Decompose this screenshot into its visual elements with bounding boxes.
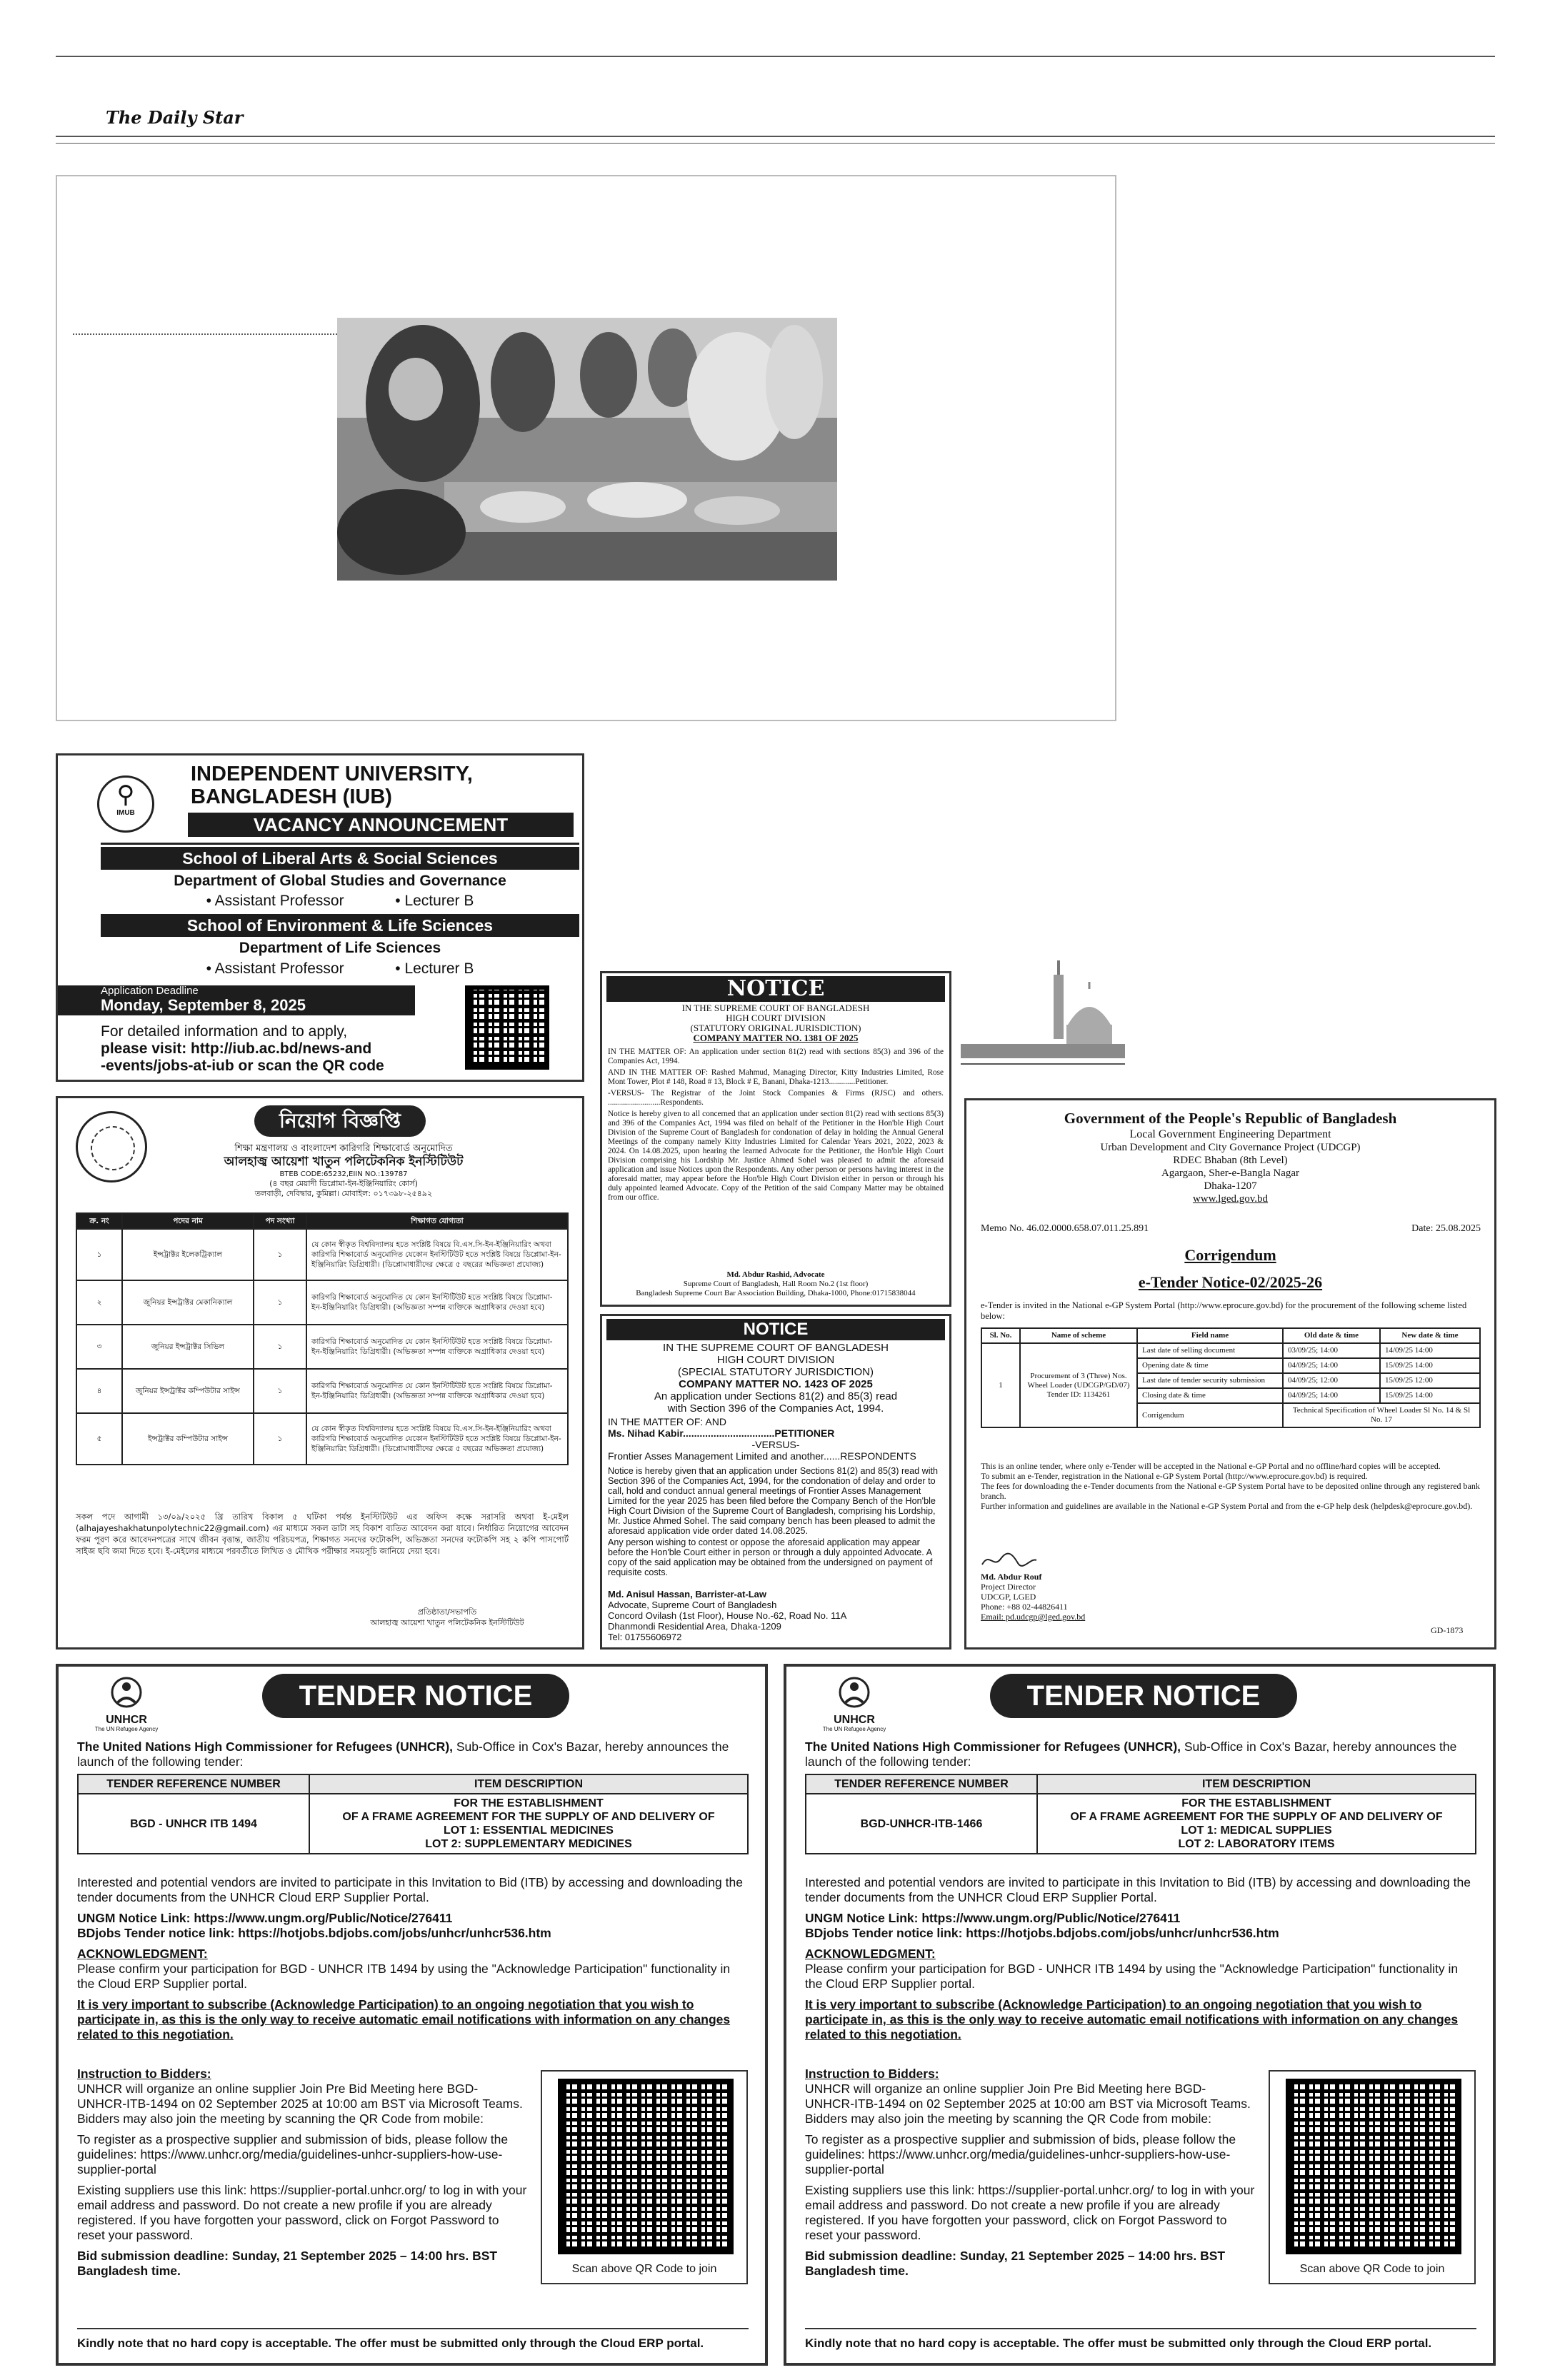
unhcr-logo-sub: The UN Refugee Agency	[94, 1726, 159, 1732]
tender-th1: TENDER REFERENCE NUMBER	[806, 1774, 1037, 1794]
niyog-cell: ৫	[76, 1413, 122, 1465]
iub-post1-a: • Assistant Professor	[206, 893, 344, 909]
notice2-l3: (SPECIAL STATUTORY JURISDICTION)	[678, 1366, 874, 1378]
niyog-cell: ১	[254, 1325, 306, 1369]
tender-intro-rest-right: Sub-Office in Cox's Bazar, hereby announces the launch of the following tender:	[805, 1739, 1457, 1769]
tender-th1: TENDER REFERENCE NUMBER	[78, 1774, 309, 1794]
tender-ref-right: BGD-UNHCR-ITB-1466	[806, 1794, 1037, 1854]
iub-name-line2: BANGLADESH (IUB)	[191, 785, 392, 808]
tender-qr-code-right[interactable]	[1286, 2079, 1461, 2254]
iub-logo-text: IMUB	[116, 809, 135, 817]
lged-cell: Last date of tender security submission	[1137, 1373, 1283, 1388]
lged-corrigendum	[964, 1098, 1496, 1650]
table-row	[76, 1413, 568, 1465]
niyog-cell: ২	[76, 1280, 122, 1325]
tender-intro-b-right: The United Nations High Commissioner for Refugees (UNHCR),	[805, 1739, 1181, 1754]
notice2-s3: Concord Ovilash (1st Floor), House No.-62, Road No. 11A	[608, 1610, 847, 1621]
lged-table	[981, 1327, 1481, 1428]
unhcr-logo-sub: The UN Refugee Agency	[822, 1726, 886, 1732]
lged-header	[966, 1109, 1494, 1205]
niyog-cell: যে কোন স্বীকৃত বিশ্ববিদ্যালয় হতে সংশ্লিষ্ট বিষয়ে বি.এস.সি-ইন-ইঞ্জিনিয়ারিং অথবা কারিগরি শিক্ষাবোর্ড অনুমোদিত যেকোন ইনস্টিটিউট হতে সংশ্লিষ্ট বিষয়ে ডিপ্লোমা-ইন-ইঞ্জিনিয়ারিং ডিগ্রিধারী। (ডিপ্লোমাধারীদের ক্ষেত্রে ৫ বছরের অভিজ্ঞতা প্রযোজ্য)	[306, 1229, 568, 1280]
niyog-sub2: BTEB CODE:65232,EIIN NO.:139787	[279, 1170, 408, 1178]
tender-th2: ITEM DESCRIPTION	[1037, 1774, 1476, 1794]
table-row	[76, 1280, 568, 1325]
lged-cell: 15/09/25 14:00	[1380, 1358, 1480, 1373]
lged-th: Sl. No.	[981, 1328, 1020, 1343]
iub-info-line3: -events/jobs-at-iub or scan the QR code	[101, 1058, 384, 1074]
tender-qr-code-left[interactable]	[558, 2079, 734, 2254]
niyog-cell: যে কোন স্বীকৃত বিশ্ববিদ্যালয় হতে সংশ্লিষ্ট বিষয়ে বি.এস.সি-ইন-ইঞ্জিনিয়ারিং অথবা কারিগরি শিক্ষাবোর্ড অনুমোদিত যেকোন ইনস্টিটিউট হতে সংশ্লিষ্ট বিষয়ে ডিপ্লোমা-ইন-ইঞ্জিনিয়ারিং ডিগ্রিধারী। (ডিপ্লোমাধারীদের ক্ষেত্রে ৫ বছরের অভিজ্ঞতা প্রযোজ্য)	[306, 1413, 568, 1465]
notice2-l8: Ms. Nihad Kabir.................................PETITIONER	[608, 1427, 835, 1439]
niyog-signature	[329, 1607, 565, 1628]
feature-box	[56, 175, 1116, 721]
notice2-body	[608, 1466, 944, 1577]
notice2-l1: IN THE SUPREME COURT OF BANGLADESH	[663, 1342, 889, 1354]
tender-desc-right	[1037, 1794, 1476, 1854]
iub-post2-b: • Lecturer B	[395, 960, 474, 977]
tender-imp-right: It is very important to subscribe (Acknowledge Participation) to an ongoing negotiation that you wish to participate in, as this is the only way to receive automatic email notifications with information on any changes related to this negotiation.	[805, 1997, 1459, 2042]
tender-desc3: LOT 1: MEDICAL SUPPLIES	[1181, 1824, 1332, 1837]
tender-ack-left: Please confirm your participation for BGD - UNHCR ITB 1494 by using the "Acknowledge Participation" functionality in the Cloud ERP Supplier portal.	[77, 1962, 731, 1991]
iub-name-line1: INDEPENDENT UNIVERSITY,	[191, 763, 473, 785]
tender-imp-left: It is very important to subscribe (Acknowledge Participation) to an ongoing negotiation that you wish to participate in, as this is the only way to receive automatic email notifications with information on any changes related to this negotiation.	[77, 1997, 731, 2042]
institute-logo-ring	[91, 1126, 135, 1170]
lged-l6[interactable]: www.lged.gov.bd	[1192, 1193, 1269, 1205]
niyog-sub1: শিক্ষা মন্ত্রণালয় ও বাংলাদেশ কারিগরি শিক্ষাবোর্ড অনুমোদিত	[234, 1143, 453, 1154]
tender-body-right	[805, 1875, 1476, 2048]
lged-l2: Urban Development and City Governance Project (UDCGP)	[1100, 1142, 1361, 1153]
tender-instr-left	[77, 2067, 527, 2284]
tender-ack-h-left: ACKNOWLEDGMENT:	[77, 1947, 208, 1961]
tender-ack-right: Please confirm your participation for BGD - UNHCR ITB 1494 by using the "Acknowledge Participation" functionality in the Cloud ERP Supplier portal.	[805, 1962, 1459, 1991]
iub-banner: VACANCY ANNOUNCEMENT	[188, 813, 574, 837]
tender-desc1: FOR THE ESTABLISHMENT	[1181, 1797, 1331, 1809]
lged-cell: 04/09/25; 12:00	[1283, 1373, 1380, 1388]
tender-desc1: FOR THE ESTABLISHMENT	[454, 1797, 604, 1809]
institute-logo	[76, 1111, 147, 1183]
iub-info	[101, 1023, 384, 1075]
notice2-l10: Frontier Asses Management Limited and another......RESPONDENTS	[608, 1450, 916, 1462]
notice2-signature	[608, 1589, 944, 1642]
lged-cell: Opening date & time	[1137, 1358, 1283, 1373]
lged-l5: Dhaka-1207	[1204, 1180, 1257, 1192]
niyog-cell: ১	[76, 1229, 122, 1280]
iub-dept2: Department of Life Sciences	[239, 940, 441, 956]
tender-desc3: LOT 1: ESSENTIAL MEDICINES	[444, 1824, 614, 1837]
tender-table-head	[78, 1774, 748, 1794]
photo-crowd-illustration	[337, 318, 837, 581]
niyog-cell: ৪	[76, 1369, 122, 1413]
niyog-footer: সকল পদে আগামী ১৩/০৯/২০২৫ খ্রি তারিখ বিকাল ৫ ঘটিকা পর্যন্ত ইনস্টিটিউট এর অফিস কক্ষে সরাসরি অথবা ই-মেইল (alhajayeshakhatunpolytechnic22@gmail.com) এর মাধ্যমে সকল ডাটা সহ বিকাশ ব্যতিত আবেদন করা যাবে। নির্ধারিত নিয়োগের আবেদন ফরম পূরণ করে আবেদনপত্রের সাথে জীবন বৃত্তান্ত, জাতীয় পরিচয়পত্র, শিক্ষাগত সনদের ফটোকপি, অভিজ্ঞতা সনদের ফটোকপি সহ ২ কপি পাসপোর্ট সাইজ ছবি জমা দিতে হবে। ই-মেইলের মাধ্যমে পরবর্তীতে লিখিত ও মৌখিক পরীক্ষার সময়সূচি জানিয়ে দেয়া হবে।	[76, 1512, 569, 1556]
tender-desc4: LOT 2: SUPPLEMENTARY MEDICINES	[425, 1838, 632, 1850]
unhcr-tender-right	[784, 1664, 1496, 2366]
tender-table-left	[77, 1774, 749, 1854]
niyog-sign2: আলহাজ্ব আয়েশা খাতুন পলিটেকনিক ইনস্টিটিউট	[370, 1618, 524, 1627]
niyog-cell: ইন্সট্রাক্টর কম্পিউটার সাইন্স	[122, 1413, 254, 1465]
iub-info-line1: For detailed information and to apply,	[101, 1023, 348, 1040]
notice2-l9: -VERSUS-	[751, 1439, 800, 1450]
tender-table-right	[805, 1774, 1476, 1854]
notice1-l2: HIGH COURT DIVISION	[726, 1013, 826, 1023]
lged-date: Date: 25.08.2025	[1411, 1223, 1481, 1234]
notice2-parties	[608, 1416, 944, 1462]
tender-desc2: OF A FRAME AGREEMENT FOR THE SUPPLY OF AND DELIVERY OF	[342, 1811, 715, 1823]
unhcr-logo-text: UNHCR	[834, 1714, 875, 1726]
iub-deadline-band	[58, 985, 415, 1015]
lged-sig-org: UDCGP, LGED	[981, 1592, 1036, 1602]
tender-desc4: LOT 2: LABORATORY ITEMS	[1178, 1838, 1335, 1850]
tender-body-left	[77, 1875, 749, 2048]
lged-sig-email[interactable]: Email: pd.udcgp@lged.gov.bd	[981, 1612, 1086, 1622]
iub-divider	[101, 843, 579, 845]
lged-th: Name of scheme	[1020, 1328, 1137, 1343]
notice-frontier	[600, 1314, 951, 1650]
niyog-cell: কারিগরি শিক্ষাবোর্ড অনুমোদিত যে কোন ইনস্টিটিউট হতে সংশ্লিষ্ট বিষয়ে ডিপ্লোমা-ইন-ইঞ্জিনিয়ারিং ডিগ্রিধারী। (অভিজ্ঞতা সম্পন্ন ব্যক্তিকে অগ্রাধিকার দেওয়া হবে)	[306, 1325, 568, 1369]
unhcr-logo-right	[815, 1674, 894, 1733]
unhcr-logo-text: UNHCR	[106, 1714, 147, 1726]
iub-school2: School of Environment & Life Sciences	[101, 914, 579, 937]
lged-cell: 15/09/25 12:00	[1380, 1373, 1480, 1388]
tender-inst-h-right: Instruction to Bidders:	[805, 2067, 939, 2081]
tender-inst-left: UNHCR will organize an online supplier Join Pre Bid Meeting here BGD-UNHCR-ITB-1494 on 02 September 2025 at 10:00 am BST via Microsoft Teams. Bidders may also join the meeting by scanning the QR Code from mobile:	[77, 2082, 523, 2126]
niyog-th-sl: ক্র. নং	[76, 1213, 122, 1229]
niyog-cell: ১	[254, 1229, 306, 1280]
lged-intro: e-Tender is invited in the National e-GP System Portal (http://www.eprocure.gov.bd) for the procurement of the following scheme listed below:	[981, 1300, 1467, 1321]
notice1-p3: -VERSUS- The Registrar of the Joint Stock Companies & Firms (RJSC) and others. ..........................Respondents.	[608, 1089, 944, 1107]
notice1-signature	[608, 1270, 944, 1298]
tender-bdjobs-left[interactable]: BDjobs Tender notice link: https://hotjobs.bdjobs.com/jobs/unhcr/unhcr536.htm	[77, 1926, 551, 1940]
notice1-head	[606, 1003, 945, 1043]
lged-memo: Memo No. 46.02.0000.658.07.011.25.891	[981, 1223, 1149, 1234]
tender-exist-right: Existing suppliers use this link: https://supplier-portal.unhcr.org/ to log in with your email address and password. Do not create a new profile if you are already registered. If you have forgotten your password, click on Forgot Password to reset your password.	[805, 2183, 1255, 2242]
notice2-l4: COMPANY MATTER NO. 1423 OF 2025	[679, 1378, 873, 1390]
niyog-cell: জুনিয়র ইন্সট্রাক্টর সিভিল	[122, 1325, 254, 1369]
tender-exist-left: Existing suppliers use this link: https://supplier-portal.unhcr.org/ to log in with your email address and password. Do not create a new profile if you are already registered. If you have forgotten your password, click on Forgot Password to reset your password.	[77, 2183, 527, 2242]
tender-footer-left: Kindly note that no hard copy is acceptable. The offer must be submitted only through the Cloud ERP portal.	[77, 2336, 704, 2350]
iub-deadline-label: Application Deadline	[101, 985, 199, 997]
masthead-rule-1	[56, 136, 1495, 137]
unhcr-logo-left	[87, 1674, 166, 1733]
notice1-sign2: Supreme Court of Bangladesh, Hall Room No.2 (1st floor)	[683, 1280, 869, 1288]
tender-desc2: OF A FRAME AGREEMENT FOR THE SUPPLY OF AND DELIVERY OF	[1070, 1811, 1443, 1823]
niyog-sign1: প্রতিষ্ঠাতা/সভাপতি	[417, 1607, 477, 1617]
iub-qr-code[interactable]	[465, 985, 549, 1070]
lged-cell: 04/09/25; 14:00	[1283, 1358, 1380, 1373]
tender-intro-rest-left: Sub-Office in Cox's Bazar, hereby announces the launch of the following tender:	[77, 1739, 729, 1769]
notice1-body	[608, 1048, 944, 1205]
niyog-th-count: পদ সংখ্যা	[254, 1213, 306, 1229]
niyog-cell: ১	[254, 1413, 306, 1465]
notice1-sign3: Bangladesh Supreme Court Bar Association Building, Dhaka-1000, Phone:01715838044	[636, 1289, 916, 1297]
iub-dept1: Department of Global Studies and Governance	[174, 873, 506, 889]
tender-intro-b-left: The United Nations High Commissioner for Refugees (UNHCR),	[77, 1739, 454, 1754]
mosque-graphic-box	[954, 957, 1132, 1085]
lged-scheme: Procurement of 3 (Three) Nos. Wheel Loader (UDCGP/GD/07) Tender ID: 1134261	[1020, 1343, 1137, 1427]
notice1-l4: COMPANY MATTER NO. 1381 OF 2025	[693, 1033, 859, 1043]
lged-signatory	[981, 1572, 1085, 1622]
iub-post2-a: • Assistant Professor	[206, 960, 344, 977]
signature-icon	[981, 1550, 1038, 1570]
tender-table-head	[806, 1774, 1476, 1794]
lged-code: GD-1873	[1431, 1625, 1464, 1635]
notice2-s1: Md. Anisul Hassan, Barrister-at-Law	[608, 1589, 767, 1600]
notice1-l1: IN THE SUPREME COURT OF BANGLADESH	[681, 1003, 870, 1013]
iub-vacancy-ad	[56, 753, 584, 1082]
tender-inst-right: UNHCR will organize an online supplier Join Pre Bid Meeting here BGD-UNHCR-ITB-1494 on 02 September 2025 at 10:00 am BST via Microsoft Teams. Bidders may also join the meeting by scanning the QR Code from mobile:	[805, 2082, 1251, 2126]
niyog-cell: কারিগরি শিক্ষাবোর্ড অনুমোদিত যে কোন ইনস্টিটিউট হতে সংশ্লিষ্ট বিষয়ে ডিপ্লোমা-ইন-ইঞ্জিনিয়ারিং ডিগ্রিধারী। (অভিজ্ঞতা সম্পন্ন ব্যক্তিকে অগ্রাধিকার দেওয়া হবে)	[306, 1369, 568, 1413]
mosque-icon	[954, 957, 1132, 1085]
niyog-sub4: তলবাড়ী, দেবিদ্বার, কুমিল্লা। মোবাইল: ০১৭৩৯৮-২৫৪৯২	[254, 1189, 433, 1198]
tender-desc-left	[309, 1794, 748, 1854]
notice-kitty	[600, 971, 951, 1307]
lged-l4: Agargaon, Sher-e-Bangla Nagar	[1161, 1168, 1300, 1179]
iub-logo	[97, 775, 154, 833]
iub-school1: School of Liberal Arts & Social Sciences	[101, 847, 579, 870]
lged-corr: Corrigendum	[1184, 1246, 1276, 1264]
notice2-l2: HIGH COURT DIVISION	[716, 1354, 835, 1366]
iub-posts1	[101, 891, 579, 911]
lged-sig-phone: Phone: +88 02-44826411	[981, 1602, 1068, 1612]
tender-title-right: TENDER NOTICE	[990, 1674, 1297, 1718]
niyog-sub3: (৪ বছর মেয়াদী ডিপ্লোমা-ইন-ইঞ্জিনিয়ারিং কোর্স)	[269, 1179, 418, 1188]
notice1-p4: Notice is hereby given to all concerned that an application under section 81(2) read with sections 85(3) and 396 of the Companies Act, 1994 was filed on behalf of the Petitioner in the Hon'ble High Court Division of the Supreme Court of Bangladesh for condonation of delay in holding the Annual General Meetings of the company namely Kitty Industries Limited for Calendar Years 2021, 2022, 2023 & 2024. On 14.08.2025, upon hearing the learned Advocate for the Petitioner, the Hon'ble High Court Division comprising his Lordship Mr. Justice Ahmed Sohel was pleased to admit the aforesaid application and issue Notices upon the Respondents. Any other person or persons having interest in the aforesaid matter, may appear before the Hon'ble High Court Division either in person or through his duly appointed learned Advocate. Copy of the Petition of the said Company Matter may be obtained from our office.	[608, 1110, 944, 1202]
tender-qr-caption-right: Scan above QR Code to join	[1299, 2263, 1445, 2275]
tender-reg-left: To register as a prospective supplier and submission of bids, please follow the guidelines: https://www.unhcr.org/media/guidelines-unhcr-suppliers-how-use-supplier-portal	[77, 2132, 509, 2176]
table-row	[981, 1343, 1480, 1358]
niyog-table	[76, 1212, 569, 1465]
tender-inst-h-left: Instruction to Bidders:	[77, 2067, 211, 2081]
notice1-p1: IN THE MATTER OF: An application under section 81(2) read with sections 85(3) and 396 of the Companies Act, 1994.	[608, 1048, 944, 1065]
tender-reg-right: To register as a prospective supplier and submission of bids, please follow the guidelines: https://www.unhcr.org/media/guidelines-unhcr-suppliers-how-use-supplier-portal	[805, 2132, 1236, 2176]
niyog-th-qual: শিক্ষাগত যোগ্যতা	[306, 1213, 568, 1229]
unhcr-tender-left	[56, 1664, 768, 2366]
niyog-ad	[56, 1096, 584, 1650]
notice1-title: NOTICE	[606, 976, 945, 1002]
table-row	[76, 1325, 568, 1369]
lged-p3: The fees for downloading the e-Tender documents from the National e-GP System Portal have to be deposited online through any registered bank branch.	[981, 1481, 1480, 1501]
tender-qr-caption-left: Scan above QR Code to join	[571, 2263, 717, 2275]
unhcr-emblem-icon	[833, 1674, 876, 1711]
lged-tender: e-Tender Notice-02/2025-26	[1138, 1273, 1323, 1291]
niyog-header	[151, 1143, 536, 1199]
lged-sig-title: Project Director	[981, 1582, 1036, 1592]
notice1-l3: (STATUTORY ORIGINAL JURISDICTION)	[690, 1023, 861, 1033]
niyog-table-head	[76, 1213, 568, 1229]
mosque-gray-band	[961, 1044, 1125, 1058]
tender-intro-left	[77, 1739, 749, 1769]
iub-posts2	[101, 959, 579, 979]
lged-title: Government of the People's Republic of Bangladesh	[1064, 1110, 1397, 1127]
table-row	[76, 1369, 568, 1413]
caption-dotted-rule	[73, 333, 337, 335]
tender-ungm-left[interactable]: UNGM Notice Link: https://www.ungm.org/Public/Notice/276411	[77, 1911, 453, 1925]
top-rule	[56, 56, 1495, 57]
notice2-l5: An application under Sections 81(2) and 85(3) read	[654, 1390, 898, 1402]
tender-th2: ITEM DESCRIPTION	[309, 1774, 748, 1794]
lged-th: Old date & time	[1283, 1328, 1380, 1343]
lged-th: Field name	[1137, 1328, 1283, 1343]
tender-footer-rule-right	[805, 2328, 1476, 2329]
lged-l1: Local Government Engineering Department	[1129, 1128, 1331, 1140]
tender-deadline-right: Bid submission deadline: Sunday, 21 September 2025 – 14:00 hrs. BST Bangladesh time.	[805, 2249, 1226, 2278]
unhcr-emblem-icon	[105, 1674, 148, 1711]
lged-sl: 1	[981, 1343, 1020, 1427]
tender-qr-box-right	[1269, 2070, 1476, 2284]
tender-deadline-left: Bid submission deadline: Sunday, 21 September 2025 – 14:00 hrs. BST Bangladesh time.	[77, 2249, 498, 2278]
notice2-title: NOTICE	[606, 1319, 945, 1340]
lged-cell: 15/09/25 14:00	[1380, 1388, 1480, 1403]
niyog-cell: কারিগরি শিক্ষাবোর্ড অনুমোদিত যে কোন ইনস্টিটিউট হতে সংশ্লিষ্ট বিষয়ে ডিপ্লোমা-ইন-ইঞ্জিনিয়ারিং ডিগ্রিধারী। (অভিজ্ঞতা সম্পন্ন ব্যক্তিকে অগ্রাধিকার দেওয়া হবে)	[306, 1280, 568, 1325]
notice2-p1: Notice is hereby given that an application under Sections 81(2) and 85(3) read with Section 396 of the Companies Act, 1994, for the condonation of delay and order to call, hold and conduct annual general meetings of Frontier Asses Management Limited for the year 2025 has been filed before the Company Bench of the Hon'ble High Court Division of the Supreme Court of Bangladesh, comprising his Lordship, Mr. Justice Ahmed Sohel. The said company bench has been pleased to admit the aforesaid application vide order dated 14.08.2025.	[608, 1466, 939, 1536]
lged-cell: 14/09/25 14:00	[1380, 1343, 1480, 1358]
notice2-s4: Dhanmondi Residential Area, Dhaka-1209	[608, 1621, 781, 1632]
notice2-l6: with Section 396 of the Companies Act, 1994.	[667, 1402, 884, 1415]
lged-p4: Further information and guidelines are available in the National e-GP System Portal and from the e-GP help desk (helpdesk@eprocure.gov.bd).	[981, 1501, 1473, 1511]
notice1-p2: AND IN THE MATTER OF: Rashed Mahmud, Managing Director, Kitty Industries Limited, Rose Mont Tower, Plot # 148, Road # 13, Block # E, Banani, Dhaka-1213.............Petitioner.	[608, 1068, 944, 1086]
lged-table-head	[981, 1328, 1480, 1343]
lged-cell: 04/09/25; 14:00	[1283, 1388, 1380, 1403]
lged-th: New date & time	[1380, 1328, 1480, 1343]
lged-cell: Closing date & time	[1137, 1388, 1283, 1403]
tender-footer-right: Kindly note that no hard copy is acceptable. The offer must be submitted only through the Cloud ERP portal.	[805, 2336, 1432, 2350]
lged-sig-name: Md. Abdur Rouf	[981, 1572, 1042, 1582]
lged-cell: Technical Specification of Wheel Loader Sl No. 14 & Sl No. 17	[1283, 1403, 1480, 1427]
table-row	[78, 1794, 748, 1854]
table-row	[806, 1794, 1476, 1854]
notice2-p2: Any person wishing to contest or oppose the aforesaid application may appear before the Hon'ble Court either in person or through a duly appointed Advocate. A copy of the said application may be obtained from the undersigned on payment of requisite costs.	[608, 1537, 933, 1577]
tender-ref-left: BGD - UNHCR ITB 1494	[78, 1794, 309, 1854]
lged-p2: To submit an e-Tender, registration in the National e-GP System Portal (http://www.eprocure.gov.bd) is required.	[981, 1471, 1368, 1481]
notice2-l7: IN THE MATTER OF: AND	[608, 1416, 726, 1427]
tender-ungm-right[interactable]: UNGM Notice Link: https://www.ungm.org/Public/Notice/276411	[805, 1911, 1181, 1925]
masthead-rule-2	[56, 143, 1495, 144]
lged-cell: 03/09/25; 14:00	[1283, 1343, 1380, 1358]
lged-signature-scribble	[981, 1550, 1038, 1570]
niyog-cell: ইন্সট্রাক্টর ইলেকট্রিক্যাল	[122, 1229, 254, 1280]
lged-cell: Corrigendum	[1137, 1403, 1283, 1427]
notice2-s2: Advocate, Supreme Court of Bangladesh	[608, 1600, 777, 1610]
niyog-cell: ১	[254, 1369, 306, 1413]
news-photo	[337, 318, 837, 581]
niyog-cell: জুনিয়র ইন্সট্রাক্টর কম্পিউটার সাইন্স	[122, 1369, 254, 1413]
tender-footer-rule-left	[77, 2328, 749, 2329]
tender-instr-right	[805, 2067, 1255, 2284]
tender-qr-box-left	[541, 2070, 748, 2284]
notice2-head	[606, 1342, 945, 1415]
lged-p1: This is an online tender, where only e-Tender will be accepted in the National e-GP Portal and no offline/hard copies will be accepted.	[981, 1461, 1441, 1471]
lged-cell: Last date of selling document	[1137, 1343, 1283, 1358]
iub-info-line2[interactable]: please visit: http://iub.ac.bd/news-and	[101, 1040, 372, 1057]
niyog-cell: ৩	[76, 1325, 122, 1369]
iub-logo-glyph: ⚲	[116, 780, 135, 809]
iub-deadline-date: Monday, September 8, 2025	[101, 996, 306, 1014]
tender-ack-h-right: ACKNOWLEDGMENT:	[805, 1947, 936, 1961]
notice2-s5: Tel: 01755606972	[608, 1632, 682, 1642]
table-row	[76, 1229, 568, 1280]
tender-p1-right: Interested and potential vendors are invited to participate in this Invitation to Bid (ITB) by accessing and downloading the tender documents from the UNHCR Cloud ERP Supplier Portal.	[805, 1875, 1471, 1904]
lged-notes	[981, 1461, 1481, 1511]
niyog-cell: ১	[254, 1280, 306, 1325]
masthead-logo: The Daily Star	[106, 107, 244, 128]
tender-intro-right	[805, 1739, 1476, 1769]
iub-post1-b: • Lecturer B	[395, 893, 474, 909]
tender-bdjobs-right[interactable]: BDjobs Tender notice link: https://hotjobs.bdjobs.com/jobs/unhcr/unhcr536.htm	[805, 1926, 1279, 1940]
lged-l3: RDEC Bhaban (8th Level)	[1173, 1155, 1288, 1166]
tender-title-left: TENDER NOTICE	[262, 1674, 569, 1718]
notice1-sign1: Md. Abdur Rashid, Advocate	[726, 1270, 825, 1279]
niyog-th-post: পদের নাম	[122, 1213, 254, 1229]
niyog-title: নিয়োগ বিজ্ঞপ্তি	[254, 1105, 426, 1137]
niyog-org: আলহাজ্ব আয়েশা খাতুন পলিটেকনিক ইনস্টিটিউট	[224, 1155, 464, 1169]
niyog-cell: জুনিয়র ইন্সট্রাক্টর মেকানিক্যাল	[122, 1280, 254, 1325]
tender-p1-left: Interested and potential vendors are invited to participate in this Invitation to Bid (ITB) by accessing and downloading the tender documents from the UNHCR Cloud ERP Supplier Portal.	[77, 1875, 743, 1904]
